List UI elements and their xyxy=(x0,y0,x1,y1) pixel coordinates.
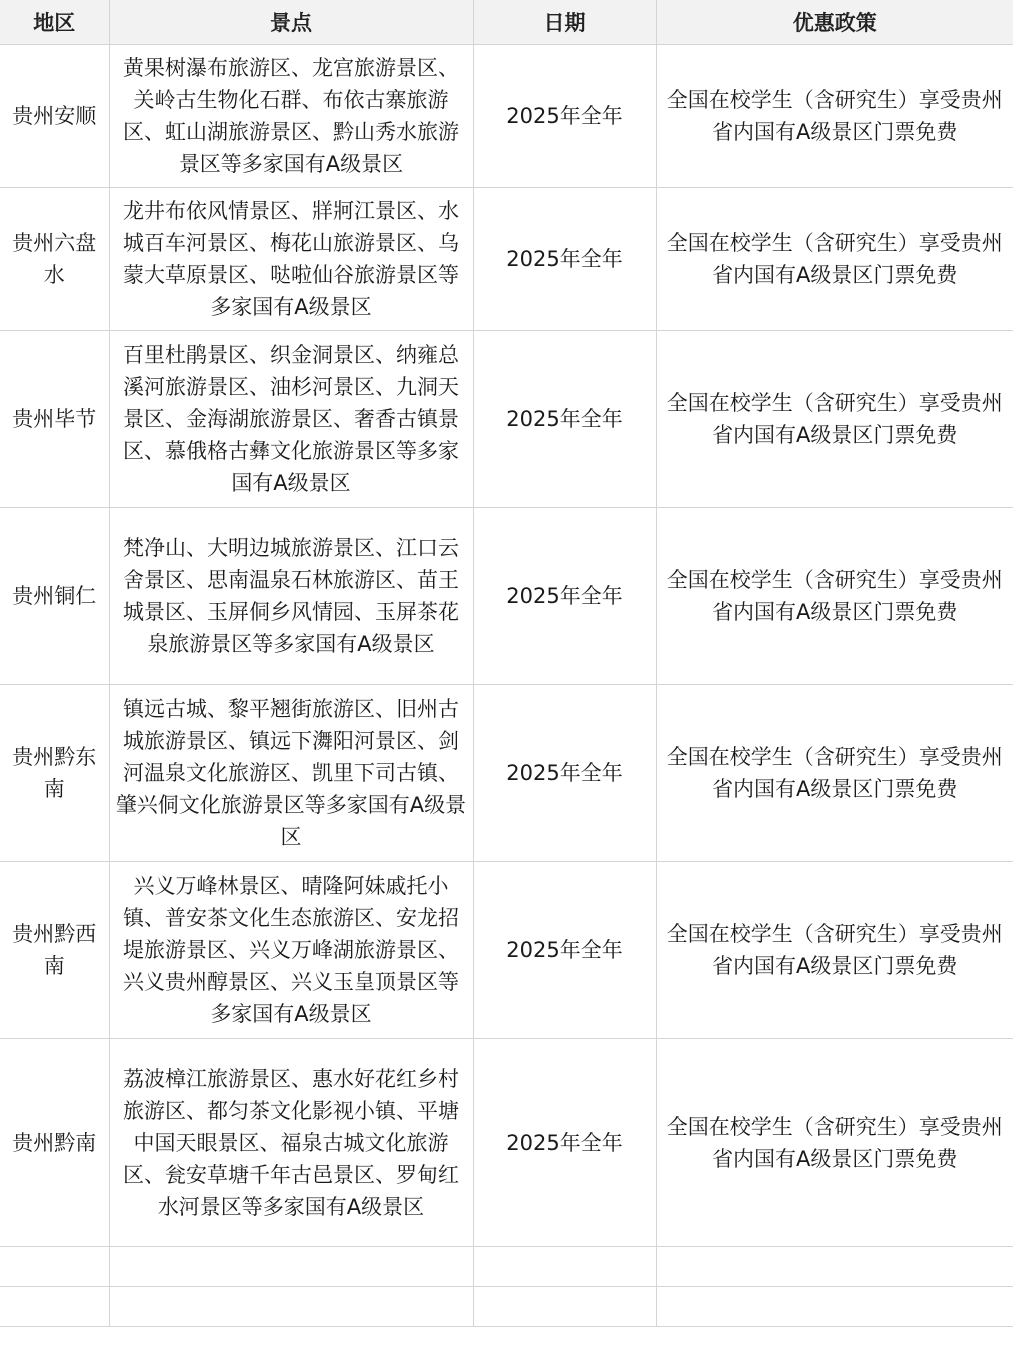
cell-policy[interactable]: 全国在校学生（含研究生）享受贵州省内国有A级景区门票免费 xyxy=(656,188,1013,331)
cell-region[interactable]: 贵州黔南 xyxy=(0,1039,109,1247)
cell-date[interactable]: 2025年全年 xyxy=(473,331,656,508)
cell-region[interactable]: 贵州黔西南 xyxy=(0,862,109,1039)
empty-row xyxy=(0,1247,1013,1287)
cell-date[interactable]: 2025年全年 xyxy=(473,188,656,331)
cell-spots[interactable]: 兴义万峰林景区、晴隆阿妹戚托小镇、普安茶文化生态旅游区、安龙招堤旅游景区、兴义万峰湖旅游景区、兴义贵州醇景区、兴义玉皇顶景区等多家国有A级景区 xyxy=(109,862,473,1039)
table-row xyxy=(0,862,1013,1039)
cell-policy[interactable]: 全国在校学生（含研究生）享受贵州省内国有A级景区门票免费 xyxy=(656,508,1013,685)
cell-region[interactable]: 贵州黔东南 xyxy=(0,685,109,862)
table-row xyxy=(0,1039,1013,1247)
cell-policy[interactable]: 全国在校学生（含研究生）享受贵州省内国有A级景区门票免费 xyxy=(656,685,1013,862)
cell-date[interactable]: 2025年全年 xyxy=(473,1039,656,1247)
cell-date[interactable]: 2025年全年 xyxy=(473,862,656,1039)
cell-spots[interactable]: 黄果树瀑布旅游区、龙宫旅游景区、关岭古生物化石群、布依古寨旅游区、虹山湖旅游景区、黔山秀水旅游景区等多家国有A级景区 xyxy=(109,45,473,188)
cell-region[interactable]: 贵州毕节 xyxy=(0,331,109,508)
cell-spots[interactable]: 荔波樟江旅游景区、惠水好花红乡村旅游区、都匀茶文化影视小镇、平塘中国天眼景区、福泉古城文化旅游区、瓮安草塘千年古邑景区、罗甸红水河景区等多家国有A级景区 xyxy=(109,1039,473,1247)
cell-region[interactable]: 贵州六盘水 xyxy=(0,188,109,331)
column-header-region[interactable]: 地区 xyxy=(0,0,109,45)
column-header-spots[interactable]: 景点 xyxy=(109,0,473,45)
cell-policy[interactable]: 全国在校学生（含研究生）享受贵州省内国有A级景区门票免费 xyxy=(656,1039,1013,1247)
table-row xyxy=(0,188,1013,331)
table-row xyxy=(0,508,1013,685)
empty-cell[interactable] xyxy=(109,1287,473,1327)
empty-cell[interactable] xyxy=(473,1287,656,1327)
cell-spots[interactable]: 龙井布依风情景区、牂牁江景区、水城百车河景区、梅花山旅游景区、乌蒙大草原景区、哒啦仙谷旅游景区等多家国有A级景区 xyxy=(109,188,473,331)
empty-cell[interactable] xyxy=(656,1247,1013,1287)
empty-cell[interactable] xyxy=(656,1287,1013,1327)
table-row xyxy=(0,331,1013,508)
empty-cell[interactable] xyxy=(0,1247,109,1287)
cell-spots[interactable]: 百里杜鹃景区、织金洞景区、纳雍总溪河旅游景区、油杉河景区、九洞天景区、金海湖旅游景区、奢香古镇景区、慕俄格古彝文化旅游景区等多家国有A级景区 xyxy=(109,331,473,508)
empty-cell[interactable] xyxy=(109,1247,473,1287)
empty-cell[interactable] xyxy=(0,1287,109,1327)
table-row xyxy=(0,45,1013,188)
cell-region[interactable]: 贵州安顺 xyxy=(0,45,109,188)
empty-cell[interactable] xyxy=(473,1247,656,1287)
cell-policy[interactable]: 全国在校学生（含研究生）享受贵州省内国有A级景区门票免费 xyxy=(656,331,1013,508)
empty-row xyxy=(0,1287,1013,1327)
cell-policy[interactable]: 全国在校学生（含研究生）享受贵州省内国有A级景区门票免费 xyxy=(656,45,1013,188)
cell-region[interactable]: 贵州铜仁 xyxy=(0,508,109,685)
cell-spots[interactable]: 梵净山、大明边城旅游景区、江口云舍景区、思南温泉石林旅游区、苗王城景区、玉屏侗乡风情园、玉屏茶花泉旅游景区等多家国有A级景区 xyxy=(109,508,473,685)
cell-date[interactable]: 2025年全年 xyxy=(473,508,656,685)
table-row xyxy=(0,685,1013,862)
cell-date[interactable]: 2025年全年 xyxy=(473,45,656,188)
column-header-policy[interactable]: 优惠政策 xyxy=(656,0,1013,45)
header-row xyxy=(0,0,1013,45)
cell-spots[interactable]: 镇远古城、黎平翘街旅游区、旧州古城旅游景区、镇远下㵲阳河景区、剑河温泉文化旅游区、凯里下司古镇、肇兴侗文化旅游景区等多家国有A级景区 xyxy=(109,685,473,862)
cell-policy[interactable]: 全国在校学生（含研究生）享受贵州省内国有A级景区门票免费 xyxy=(656,862,1013,1039)
column-header-date[interactable]: 日期 xyxy=(473,0,656,45)
cell-date[interactable]: 2025年全年 xyxy=(473,685,656,862)
